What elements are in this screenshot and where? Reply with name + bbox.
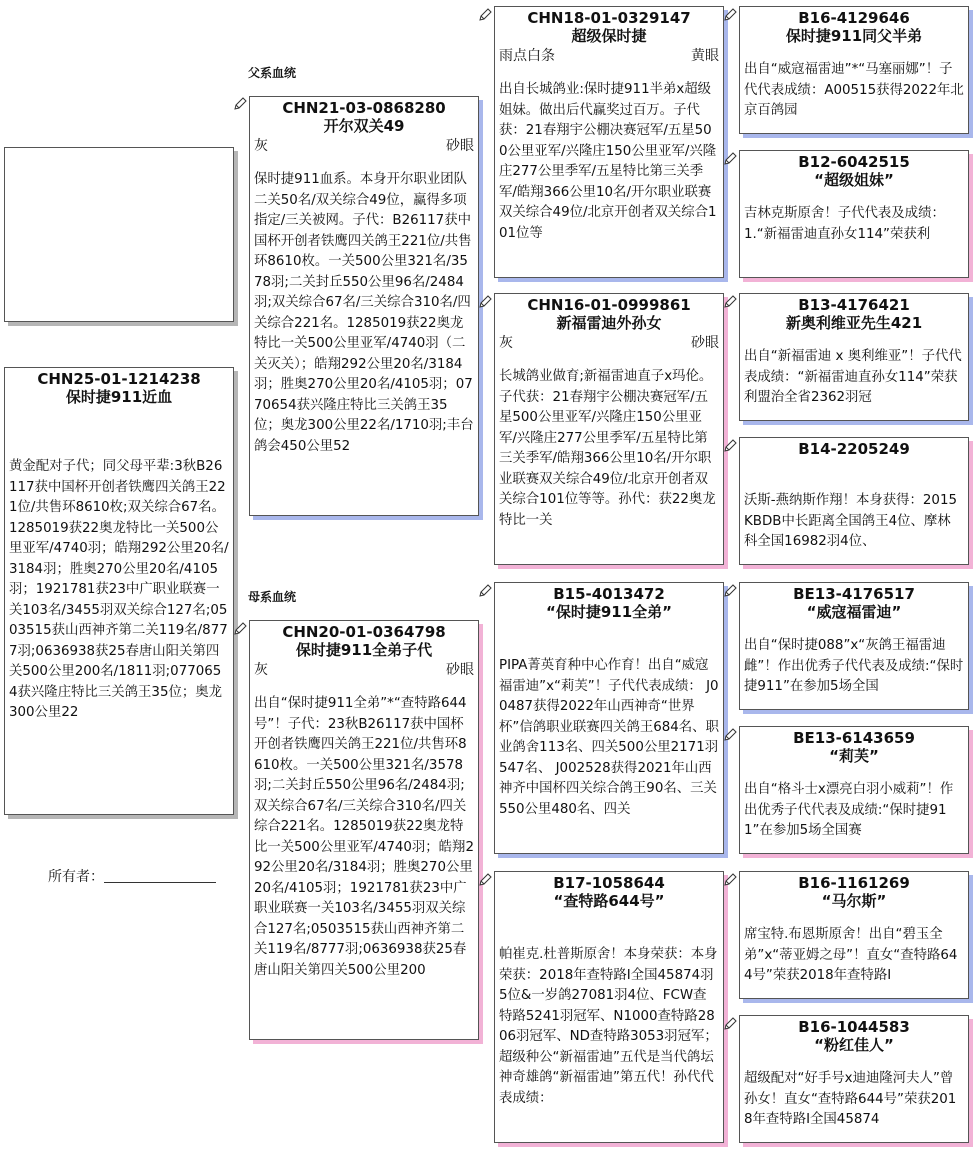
edit-pencil-icon[interactable] <box>479 8 492 21</box>
edit-pencil-icon[interactable] <box>479 873 492 886</box>
ring-number: CHN21-03-0868280 <box>282 99 446 117</box>
bird-description: 出自“保时捷088”x“灰鸽王福雷迪雌”！作出优秀子代代表及成绩:“保时捷911”在参加5场全国 <box>744 638 964 694</box>
dam-dam-card[interactable] <box>494 871 724 1143</box>
bird-name: “保时捷911全弟” <box>545 603 673 621</box>
edit-pencil-icon[interactable] <box>724 8 737 21</box>
bird-description: PIPA菁英育种中心作育！出自“威寇福雷迪”x“莉芙”！子代代表成绩： J00487获得2022年山西神奇“世界杯”信鸽职业联赛四关鸽王684名、职业鸽舍113名、四关500公里2171羽547名、 J002528获得2021年山西神齐中国杯四关综合鸽王90名、三关550公里480名、四关 <box>499 658 719 817</box>
sire-card[interactable] <box>249 96 479 516</box>
bird-name: “粉红佳人” <box>814 1036 894 1054</box>
sire-dam-card[interactable] <box>494 293 724 565</box>
sss-card[interactable] <box>739 6 969 134</box>
bird-name: “查特路644号” <box>553 892 665 910</box>
ring-number: B17-1058644 <box>553 874 665 892</box>
dam-card[interactable] <box>249 620 479 1040</box>
ring-number: B13-4176421 <box>798 296 910 314</box>
ssd-card[interactable] <box>739 150 969 278</box>
color-eye-row <box>250 660 478 680</box>
edit-pencil-icon[interactable] <box>724 439 737 452</box>
edit-pencil-icon[interactable] <box>724 584 737 597</box>
bird-name: 新福雷迪外孙女 <box>556 314 662 332</box>
bird-name: “莉芙” <box>829 747 879 765</box>
bird-description: 长城鸽业做育;新福雷迪直子x玛伦。子代获：21春翔宇公棚决赛冠军/五星500公里亚军/兴隆庄150公里亚军/兴隆庄277公里季军/五星特比第三关季军/皓翔366公里10名/开尔职业联赛双关综合49位/北京开创者双关综合101位等等。孙代：获22奥龙特比一关 <box>499 369 716 528</box>
bird-description: 席宝特.布恩斯原舍！出自“碧玉全弟”x“蒂亚姆之母”！直女“查特路644号”荣获2018年查特路I <box>744 927 958 983</box>
bird-name: “威寇福雷迪” <box>806 603 902 621</box>
bird-description: 出自“新福雷迪 x 奥利维亚”！子代代表成绩：“新福雷迪直孙女114”荣获利盟治全省2362羽冠 <box>744 349 962 405</box>
bird-description: 出自“威寇福雷迪”*“马塞丽娜”！子代代表成绩：A00515获得2022年北京百鸽园 <box>744 62 964 118</box>
color-eye-row <box>495 46 723 66</box>
dss-card[interactable] <box>739 582 969 710</box>
dam-sire-card[interactable] <box>494 582 724 854</box>
eye-type: 砂眼 <box>446 662 474 678</box>
bird-name: 新奥利维亚先生421 <box>785 314 923 332</box>
bird-name: “超级姐妹” <box>814 171 894 189</box>
ring-number: BE13-6143659 <box>793 729 915 747</box>
dam-line-label: 母系血统 <box>248 590 297 604</box>
bird-description: 吉林克斯原舍！子代代表及成绩：1.“新福雷迪直孙女114”荣获利 <box>744 206 945 242</box>
edit-pencil-icon[interactable] <box>234 622 247 635</box>
bird-name: 超级保时捷 <box>571 27 647 45</box>
dsd-card[interactable] <box>739 726 969 854</box>
ring-number: CHN25-01-1214238 <box>37 370 201 388</box>
ring-number: B14-2205249 <box>798 440 910 458</box>
bird-description: 黄金配对子代；同父母平辈:3秋B26117获中国杯开创者铁鹰四关鸽王221位/共售环8610枚;双关综合67名。1285019获22奥龙特比一关500公里亚军/4740羽；皓翔292公里20名/3184羽；胜奥270公里20名/4105羽；1921781获23中广职业联赛一关103名/3455羽双关综合127名;0503515获山西神齐第二关119名/8777羽;0636938获25春唐山阳关第四关500公里200名/1811羽;0770654获兴隆庄特比三关鸽王35位；奥龙300公里22 <box>9 459 229 720</box>
ring-number: B16-4129646 <box>798 9 910 27</box>
bird-name: 开尔双关49 <box>323 117 405 135</box>
ring-number: B12-6042515 <box>798 153 910 171</box>
subject-card[interactable] <box>4 367 234 815</box>
bird-name: 保时捷911全弟子代 <box>295 641 433 659</box>
eye-type: 黄眼 <box>691 48 719 64</box>
bird-name: 保时捷911同父半弟 <box>785 27 923 45</box>
edit-pencil-icon[interactable] <box>234 97 247 110</box>
owner-field[interactable] <box>48 866 216 886</box>
edit-pencil-icon[interactable] <box>724 873 737 886</box>
bird-name: 保时捷911近血 <box>65 388 173 406</box>
edit-pencil-icon[interactable] <box>724 1017 737 1030</box>
ddd-card[interactable] <box>739 1015 969 1143</box>
ring-number: CHN18-01-0329147 <box>527 9 691 27</box>
bird-name <box>740 458 968 477</box>
bird-description: 出自“格斗士x漂亮白羽小威莉”！作出优秀子代代表及成绩:“保时捷911”在参加5场全国赛 <box>744 782 954 838</box>
ring-number: B16-1161269 <box>798 874 910 892</box>
bird-description: 出自“保时捷911全弟”*“查特路644号”！子代：23秋B26117获中国杯开创者铁鹰四关鸽王221位/共售环8610枚。一关500公里321名/3578羽;二关封丘550公里96名/2484羽;双关综合67名/三关综合310名/四关综合221名。1285019获22奥龙特比一关500公里亚军/4740羽；皓翔292公里20名/3184羽；胜奥270公里20名/4105羽；1921781获23中广职业联赛一关103名/3455羽双关综合127名;0503515获山西神齐第二关119名/8777羽;0636938获25春唐山阳关第四关500公里200 <box>254 696 474 978</box>
color-eye-row <box>495 333 723 353</box>
feather-color: 灰 <box>254 662 268 678</box>
color-eye-row <box>250 136 478 156</box>
edit-pencil-icon[interactable] <box>479 584 492 597</box>
bird-description: 帕崔克.杜普斯原舍！本身荣获：本身荣获：2018年查特路I全国45874羽5位&一岁鸽27081羽4位、FCW查特路5241羽冠军、N1000查特路2806羽冠军、ND查特路3053羽冠军；超级种公“新福雷迪”五代是当代鸽坛神奇雄鸽“新福雷迪”第五代！孙代代表成绩： <box>499 947 718 1106</box>
sire-sire-card[interactable] <box>494 6 724 278</box>
edit-pencil-icon[interactable] <box>479 295 492 308</box>
feather-color: 雨点白条 <box>499 48 555 64</box>
edit-pencil-icon[interactable] <box>724 295 737 308</box>
eye-type: 砂眼 <box>446 138 474 154</box>
edit-pencil-icon[interactable] <box>724 152 737 165</box>
bird-description: 出自长城鸽业:保时捷911半弟x超级姐妹。做出后代赢奖过百万。子代获：21春翔宇公棚决赛冠军/五星500公里亚军/兴隆庄150公里亚军/兴隆庄277公里季军/五星特比第三关季军/皓翔366公里10名/开尔职业联赛双关综合49位/北京开创者双关综合101位等 <box>499 82 717 241</box>
ring-number: BE13-4176517 <box>793 585 915 603</box>
bird-description: 保时捷911血系。本身开尔职业团队二关50名/双关综合49位，赢得多项指定/三关被网。子代：B26117获中国杯开创者铁鹰四关鸽王221位/共售环8610枚。一关500公里321名/3578羽;二关封丘550公里96名/2484羽;双关综合67名/三关综合310名/四关综合221名。1285019获22奥龙特比一关500公里亚军/4740羽（二关灭关）；皓翔292公里20名/3184羽；胜奥270公里20名/4105羽；0770654获兴隆庄特比三关鸽王35位；奥龙300公里22名/1710羽;丰台鸽会450公里52 <box>254 172 474 454</box>
sdd-card[interactable] <box>739 437 969 565</box>
ring-number: CHN20-01-0364798 <box>282 623 446 641</box>
dds-card[interactable] <box>739 871 969 999</box>
sire-line-label: 父系血统 <box>248 66 297 80</box>
edit-pencil-icon[interactable] <box>724 728 737 741</box>
ring-number: CHN16-01-0999861 <box>527 296 691 314</box>
eye-type: 砂眼 <box>691 335 719 351</box>
bird-name: “马尔斯” <box>821 892 887 910</box>
ring-number: B15-4013472 <box>553 585 665 603</box>
photo-box <box>4 147 234 322</box>
bird-description: 超级配对“好手号x迪迪隆河夫人”曾孙女！直女“查特路644号”荣获2018年查特路I全国45874 <box>744 1071 957 1127</box>
sds-card[interactable] <box>739 293 969 421</box>
bird-description: 沃斯-燕纳斯作翔！本身获得：2015KBDB中长距离全国鸽王4位、摩林科全国16982羽4位、 <box>744 493 957 549</box>
feather-color: 灰 <box>254 138 268 154</box>
owner-label: 所有者： <box>48 869 104 885</box>
ring-number: B16-1044583 <box>798 1018 910 1036</box>
feather-color: 灰 <box>499 335 513 351</box>
